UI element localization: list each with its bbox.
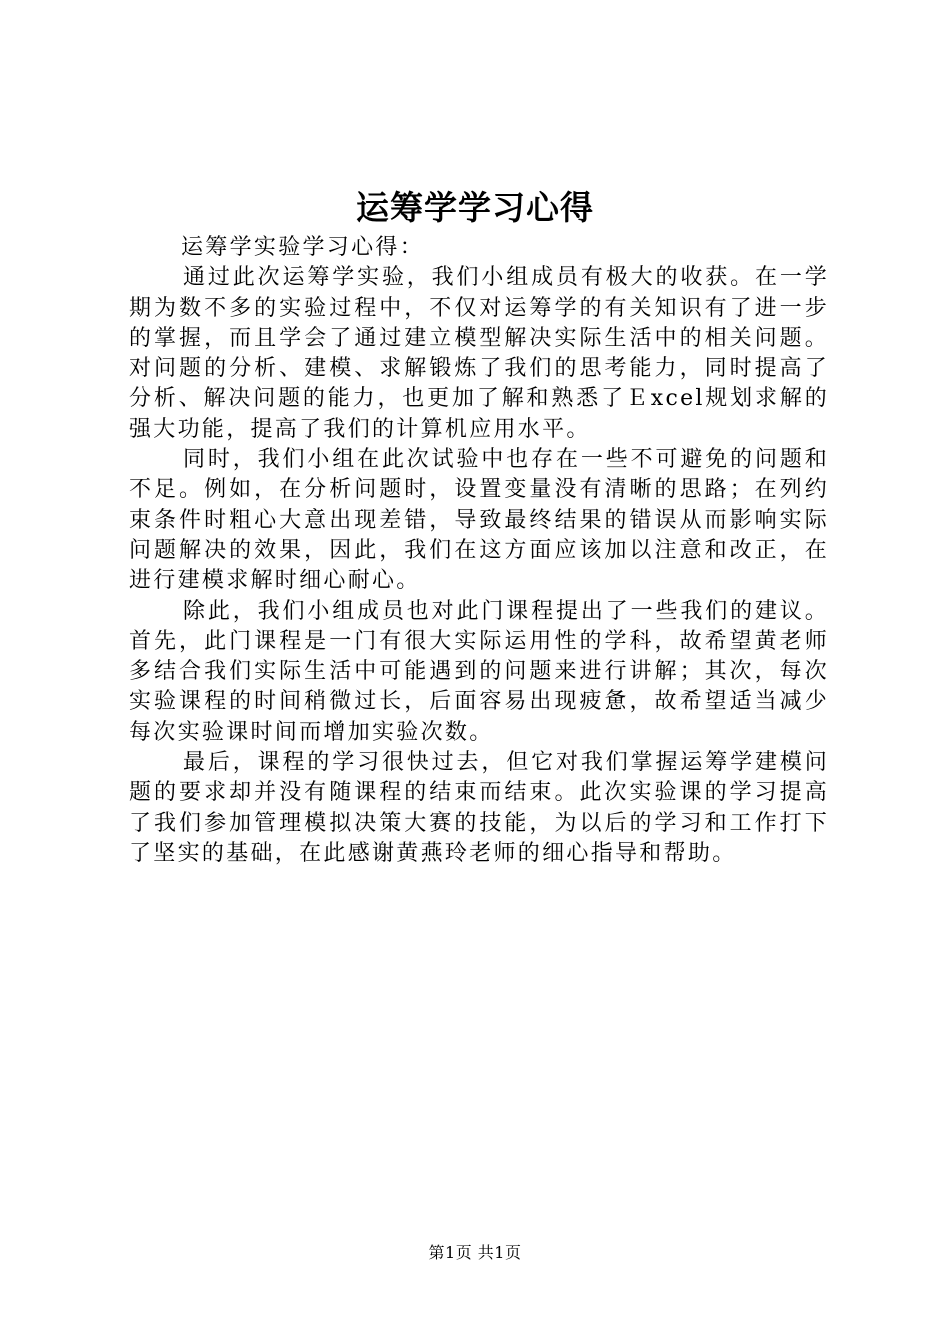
body-paragraph-2: 同时，我们小组在此次试验中也存在一些不可避免的问题和不足。例如，在分析问题时，设置变量没有清晰的思路；在列约束条件时粗心大意出现差错，导致最终结果的错误从而影响实际问题解决的效果，因此，我们在这方面应该加以注意和改正，在进行建模求解时细心耐心。 [129,447,829,594]
body-paragraph-1: 通过此次运筹学实验，我们小组成员有极大的收获。在一学期为数不多的实验过程中，不仅对运筹学的有关知识有了进一步的掌握，而且学会了通过建立模型解决实际生活中的相关问题。对问题的分析、建模、求解锻炼了我们的思考能力，同时提高了分析、解决问题的能力，也更加了解和熟悉了Ｅxcel规划求解的强大功能，提高了我们的计算机应用水平。 [129,265,829,442]
greeting-line: 运筹学实验学习心得： [181,235,425,260]
body-paragraph-4: 最后，课程的学习很快过去，但它对我们掌握运筹学建模问题的要求却并没有随课程的结束而结束。此次实验课的学习提高了我们参加管理模拟决策大赛的技能，为以后的学习和工作打下了坚实的基础，在此感谢黄燕玲老师的细心指导和帮助。 [129,750,829,866]
page-number-footer: 第1页 共1页 [428,1243,522,1262]
document-body [129,233,829,869]
body-paragraph-3: 除此，我们小组成员也对此门课程提出了一些我们的建议。首先，此门课程是一门有很大实际运用性的学科，故希望黄老师多结合我们实际生活中可能遇到的问题来进行讲解；其次，每次实验课程的时间稍微过长，后面容易出现疲惫，故希望适当减少每次实验课时间而增加实验次数。 [129,598,829,745]
document-title: 运筹学学习心得 [356,188,594,227]
